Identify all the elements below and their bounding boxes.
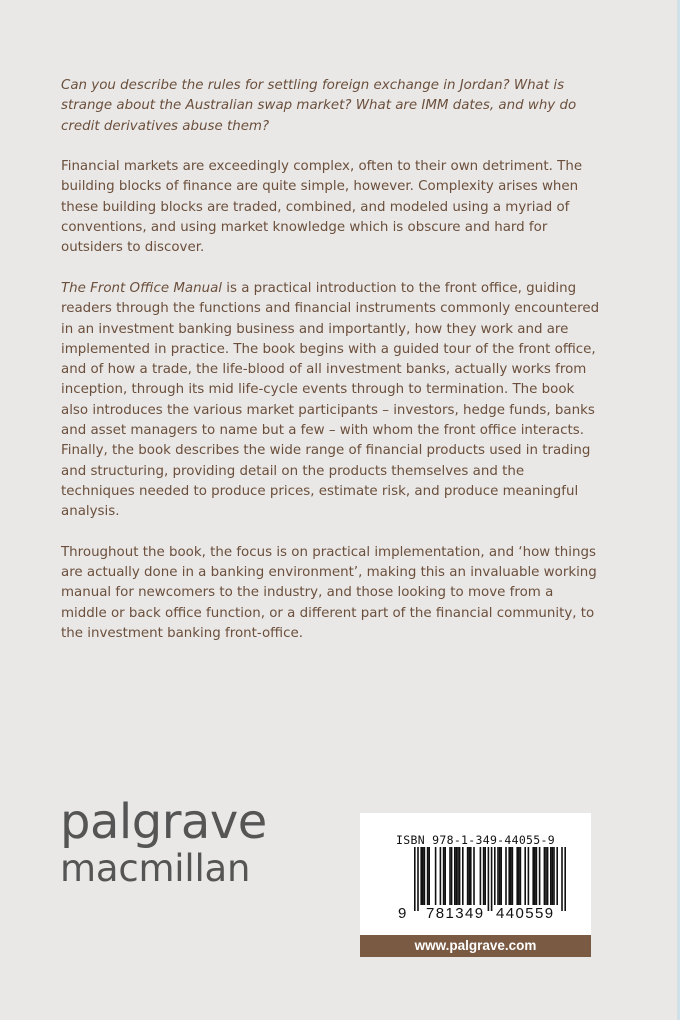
barcode-bar [552,847,554,905]
barcode-bar [499,847,501,905]
intro-question: Can you describe the rules for settling foreign exchange in Jordan? What is strange about the Australian swap market? What are IMM dates, and why do credit derivatives abuse them? [61,78,577,134]
logo-macmillan: macmillan [60,847,251,890]
barcode-bar [414,847,416,911]
barcode-bar [534,847,536,905]
barcode-bar [488,847,490,911]
barcode-bar [444,847,446,905]
barcode-bar [484,847,486,905]
barcode-bar [550,847,552,905]
paragraph-2-body: is a practical introduction to the front office, guiding readers through the functions and financial instruments commonly encountered in an investment banking business and importantly, how they work and are implemented in practice. The book begins with a guided tour of the front office, and of how a trade, the life-blood of all investment banks, actually works from inception, through its mid life-cycle events through to termination. The book also introduces the various market participants – investors, hedge funds, banks and asset managers to name but a few – with whom the front office interacts. Finally, the book describes the wide range of financial products used in trading and structuring, providing detail on the products themselves and the techniques needed to produce prices, estimate risk, and produce meaningful analysis. [61,280,600,520]
logo-palgrave: palgrave [60,794,267,850]
barcode-bar [518,847,520,905]
barcode-bar [467,847,469,905]
paragraph-1: Financial markets are exceedingly complex, often to their own detriment. The building blocks of finance are quite simple, however. Complexity arises when these building blocks are traded, combined, and modeled using a myriad of conventions, and using market knowledge which is obscure and hard for outsiders to discover. [61,159,583,256]
barcode-bar [494,847,496,905]
barcode-bar [536,847,538,905]
barcode-bar [564,847,566,911]
barcode-bar [456,847,458,905]
blurb [61,76,601,665]
barcode-bar [516,847,518,905]
barcode-bar [528,847,530,905]
barcode-bar [428,847,430,905]
barcode-bar [449,847,451,905]
barcode-bar [417,847,419,911]
barcode-bar [473,847,475,905]
barcode-bar [420,847,422,905]
barcode-bar [422,847,424,905]
barcode-bar [520,847,522,905]
barcode-bar [524,847,526,905]
barcode-group-2: 440559 [496,905,555,922]
barcode-bar [480,847,482,905]
barcode-bar [497,847,499,905]
barcode-bar [505,847,507,905]
barcode-bar [451,847,453,905]
barcode-bar [454,847,456,905]
isbn-label: ISBN 978-1-349-44055-9 [396,833,555,847]
barcode-panel [360,813,591,957]
paragraph-2 [61,279,601,523]
barcode-bar [532,847,534,905]
barcode-bar [457,847,459,905]
barcode-bar [508,847,510,905]
barcode-bar [510,847,512,905]
barcode-bar [512,847,514,905]
barcode-bar [491,847,493,911]
barcode-bar [500,847,502,905]
book-title: The Front Office Manual [61,280,222,296]
barcode-bar [539,847,541,905]
barcode-first-digit: 9 [398,905,407,922]
barcode-bar [544,847,546,905]
barcode-bar [424,847,426,905]
barcode-bar [561,847,563,911]
barcode-bar [443,847,445,905]
website-band: www.palgrave.com [360,935,591,957]
barcode-image [398,847,566,911]
barcode-bar [440,847,442,905]
publisher-logo [60,796,267,890]
barcode-bar [462,847,464,905]
barcode-bar [468,847,470,905]
barcode-bar [470,847,472,905]
barcode-group-1: 781349 [426,905,485,922]
barcode-bar [545,847,547,905]
barcode-bar [483,847,485,905]
barcode-bar [547,847,549,905]
barcode-bar [556,847,558,905]
barcode-bar [459,847,461,905]
paragraph-3: Throughout the book, the focus is on practical implementation, and ‘how things are actually done in a banking environment’, making this an invaluable working manual for newcomers to the industry, and those looking to move from a middle or back office function, or a different part of the financial community, to the investment banking front-office. [61,544,597,642]
barcode-bar [427,847,429,905]
barcode-bar [553,847,555,905]
barcode-bar [435,847,437,905]
